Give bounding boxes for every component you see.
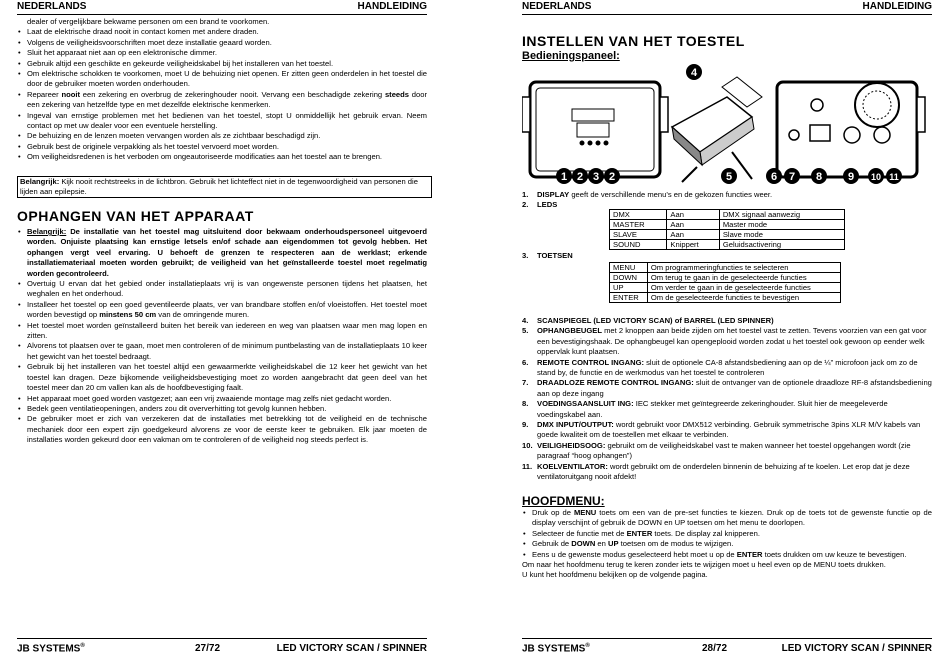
keys-table [609, 262, 841, 303]
callout-3 [588, 168, 604, 184]
svg-text:11: 11 [889, 172, 899, 182]
footer-product: LED VICTORY SCAN / SPINNER [781, 643, 932, 654]
svg-text:8: 8 [815, 171, 823, 183]
list-item: • Gebruik bij het installeren van het toestel altijd een gewaarmerkte veiligheidskabel die 12 keer het gewicht van het toestel kan dragen. Deze bijkomende veiligheidsbevestiging moet zo worden aangebracht dat geen deel van het toestel meer dan 20 cm vallen kan als de hoofdbevestiging faalt. [17, 362, 427, 393]
list-item: 8. VOEDINGSAANSLUIT ING: IEC stekker met geïntegreerde zekeringhouder. Sluit hier de meegeleverde voedingskabel aan. [522, 399, 888, 419]
table-row: MASTER Aan Master mode [610, 220, 845, 230]
front-view-illustration [522, 82, 668, 177]
callout-10 [868, 168, 884, 184]
item-3 [522, 251, 932, 261]
callout-9 [843, 168, 859, 184]
list-item: • Gebruik best de originele verpakking als het toestel vervoerd moet worden. [17, 142, 427, 152]
svg-text:1: 1 [560, 171, 568, 183]
list-item: • Belangrijk: De installatie van het toestel mag uitsluitend door bekwaam onderhoudspersoneel uitgevoerd worden. Onjuiste plaatsing kan ernstige letsels en/of schade aan eigendommen tot gevolg hebben. Het ophangen vergt veel ervaring. U behoeft de grenzen te respecteren aan de werklast; erkende installatiemateriaal moeten worden gebruikt; de veiligheid van het geïnstalleerde toestel moet regelmatig worden gecontroleerd. [17, 227, 427, 279]
list-item: 5. OPHANGBEUGEL met 2 knoppen aan beide zijden om het toestel vast te zetten. Tevens voorzien van een gat voor een bevestigingshaak. De ophangbeugel kan opengeplooid worden zodat u het toestel ook gewoon op eender welk oppervlak kunt plaatsen. [522, 326, 927, 357]
page-header [522, 0, 932, 15]
svg-text:2: 2 [608, 171, 616, 183]
subtitle: Bedieningspaneel: [522, 50, 620, 62]
list-item: 7. DRAADLOZE REMOTE CONTROL INGANG: sluit de ontvanger van de optionele draadloze RF-8 afstandsbediening aan op deze ingang [522, 378, 932, 398]
right-page [522, 0, 932, 654]
svg-text:2: 2 [576, 171, 584, 183]
list-item: • Alvorens tot plaatsen over te gaan, moet men controleren of de minimum puntbelasting van de installatieplaats 10 keer het gewicht van het toestel bedraagt. [17, 341, 427, 362]
page-number: 28/72 [702, 643, 728, 654]
table-row: DMX Aan DMX signaal aanwezig [610, 210, 845, 220]
list-item: • Gebruik altijd een geschikte en gekeurde veiligheidskabel bij het installeren van het toestel. [17, 59, 427, 69]
callout-7 [784, 168, 800, 184]
callout-2b [604, 168, 620, 184]
rear-view-illustration [777, 82, 925, 177]
list-item: • Om veiligheidsredenen is het verboden om ongeautoriseerde modificaties aan het toestel aan te brengen. [17, 152, 427, 162]
table-row: SOUND Knippert Geluidsactivering [610, 240, 845, 250]
header-title: HANDLEIDING [862, 1, 932, 12]
list-item: • Overtuig U ervan dat het gebied onder installatieplaats vrij is van ongewenste personen tijdens het plaatsen, het weghalen en het onderhoud. [17, 279, 427, 300]
list-item: • Gebruik de DOWN en UP toetsen om de modus te wijzigen. [522, 539, 932, 549]
list-item: • Installeer het toestel op een goed geventileerde plaats, ver van brandbare stoffen en/of vloeistoffen. Het toestel moet worden bevestigd op minstens 50 cm van de omringende muren. [17, 300, 427, 321]
list-item: • Druk op de MENU toets om een van de pre-set functies te kiezen. Druk op de toets tot de gewenste functie op de display verschijnt of gebruik de DOWN en UP toetsen om het menu te doorlopen. [522, 508, 932, 529]
list-item: • Selecteer de functie met de ENTER toets. De display zal knipperen. [522, 529, 932, 539]
list-item: • De behuizing en de lenzen moeten vervangen worden als ze zichtbaar beschadigd zijn. [17, 131, 427, 141]
header-language: NEDERLANDS [17, 1, 87, 12]
items-4-11 [522, 316, 932, 483]
list-item: • Laat de elektrische draad nooit in contact komen met andere draden. [17, 27, 427, 37]
list-item: • Volgens de veiligheidsvoorschriften moet deze installatie geaard worden. [17, 38, 427, 48]
left-page [17, 0, 427, 654]
svg-text:7: 7 [788, 171, 796, 183]
leds-table [609, 209, 845, 250]
callout-2 [572, 168, 588, 184]
epilepsy-warning-box: Belangrijk: Kijk nooit rechtstreeks in de lichtbron. Gebruik het lichteffect niet in de tegenwoordigheid van personen die lijden aan epilepsie. [17, 176, 432, 198]
hanging-list [17, 227, 427, 446]
list-item: • De gebruiker moet er zich van verzekeren dat de installaties met betrekking tot de veiligheid en de technische mechaniek door een expert zijn goedgekeurd alvorens ze voor de eerste keer te gebruiken. Elk jaar moeten de installaties worden gekeurd door een vakman om te controleren of de veiligheid nog steeds perfect is. [17, 414, 427, 445]
table-row: ENTER Om de geselecteerde functies te bevestigen [610, 293, 841, 303]
table-row: SLAVE Aan Slave mode [610, 230, 845, 240]
svg-text:4: 4 [690, 67, 698, 79]
list-item: dealer of vergelijkbare bekwame personen om een brand te voorkomen. [27, 17, 270, 26]
list-item: 6. REMOTE CONTROL INGANG: sluit de optionele CA-8 afstandsbediening aan op de ¼” microfoon jack om zo de stand by, de functie en de werkmodus van het toestel te controleren [522, 357, 918, 378]
callout-11 [886, 168, 902, 184]
list-item: 1. DISPLAY geeft de verschillende menu’s en de gekozen functies weer. [522, 190, 773, 199]
footer-brand: JB SYSTEMS® [522, 643, 590, 655]
svg-text:9: 9 [847, 171, 855, 183]
svg-text:10: 10 [870, 172, 882, 182]
list-item: 11. KOELVENTILATOR: wordt gebruikt om de onderdelen binnenin de behuizing af te koelen. Let erop dat je deze ventilatoruitgang nooit afdekt! [522, 461, 910, 482]
menu-list [522, 508, 932, 581]
callout-5 [721, 168, 737, 184]
list-item: • Sluit het apparaat niet aan op een elektronische dimmer. [17, 48, 427, 58]
list-item: • Het toestel moet worden geïnstalleerd buiten het bereik van iedereen en weg van plaatsen waar men mag lopen en zitten. [17, 321, 427, 342]
list-item: 9. DMX INPUT/OUTPUT: wordt gebruikt voor DMX512 verbinding. Gebruik symmetrische 3pins XLR M/V kabels van goede kwaliteit om de toestellen met elkaar te verbinden. [522, 420, 921, 440]
control-panel-diagram [522, 57, 932, 187]
footer-product: LED VICTORY SCAN / SPINNER [276, 643, 427, 654]
projector-illustration [672, 77, 762, 182]
svg-text:6: 6 [770, 171, 778, 183]
callout-6 [766, 168, 782, 184]
table-row: DOWN Om terug te gaan in de geselecteerde functies [610, 273, 841, 283]
svg-text:3: 3 [592, 171, 600, 183]
page-footer [17, 638, 427, 655]
list-item: • Het apparaat moet goed worden vastgezet; aan een vrij zwaaiende montage mag zelfs niet gedacht worden. [17, 394, 427, 404]
items-1-2 [522, 190, 932, 211]
table-row: MENU Om programmeringfuncties te selecteren [610, 263, 841, 273]
list-item: 10. VEILIGHEIDSOOG: gebruikt om de veiligheidskabel vast te maken wanneer het toestel opgehangen wordt (zie paragraaf “hoog ophangen”) [522, 440, 911, 461]
list-item: 3. TOETSEN [522, 251, 573, 260]
header-language: NEDERLANDS [522, 1, 592, 12]
list-item: 2. LEDS [522, 200, 558, 210]
safety-list [17, 17, 427, 163]
page-header [17, 0, 427, 15]
menu-title: HOOFDMENU: [522, 494, 605, 508]
svg-text:5: 5 [725, 171, 733, 183]
page-footer [522, 638, 932, 655]
closing-text: U kunt het hoofdmenu bekijken op de volgende pagina. [522, 570, 708, 580]
callout-1 [556, 168, 572, 184]
list-item: • Bedek geen ventilatieopeningen, anders zou dit oververhitting tot gevolg kunnen hebben. [17, 404, 427, 414]
list-item: • Ingeval van ernstige problemen met het bedienen van het toestel, stopt U onmiddellijk het gebruik ervan. Neem contact op met uw dealer voor een eventuele herstelling. [17, 111, 427, 132]
callout-8 [811, 168, 827, 184]
list-item: • Repareer nooit een zekering en overbrug de zekeringhouder nooit. Vervang een beschadigde zekering steeds door een zekering van hetzelfde type en met dezelfde elektrische kenmerken. [17, 90, 427, 111]
list-item: • Eens u de gewenste modus geselecteerd hebt moet u op de ENTER toets drukken om uw keuze te bevestigen. [522, 550, 932, 560]
callout-4 [686, 64, 702, 80]
table-row: UP Om verder te gaan in de geselecteerde functies [610, 283, 841, 293]
page-number: 27/72 [195, 643, 221, 654]
section-title: OPHANGEN VAN HET APPARAAT [17, 208, 254, 224]
footer-brand: JB SYSTEMS® [17, 643, 85, 655]
list-item: 4. SCANSPIEGEL (LED VICTORY SCAN) of BARREL (LED SPINNER) [522, 316, 774, 325]
page-title: INSTELLEN VAN HET TOESTEL [522, 33, 745, 49]
closing-text: Om naar het hoofdmenu terug te keren zonder iets te wijzigen moet u heel even op de MENU toets drukken. [522, 560, 886, 570]
header-title: HANDLEIDING [357, 1, 427, 12]
list-item: • Om elektrische schokken te voorkomen, moet U de behuizing niet openen. Er zitten geen onderdelen in het toestel die door de gebruiker moeten worden onderhouden. [17, 69, 427, 90]
